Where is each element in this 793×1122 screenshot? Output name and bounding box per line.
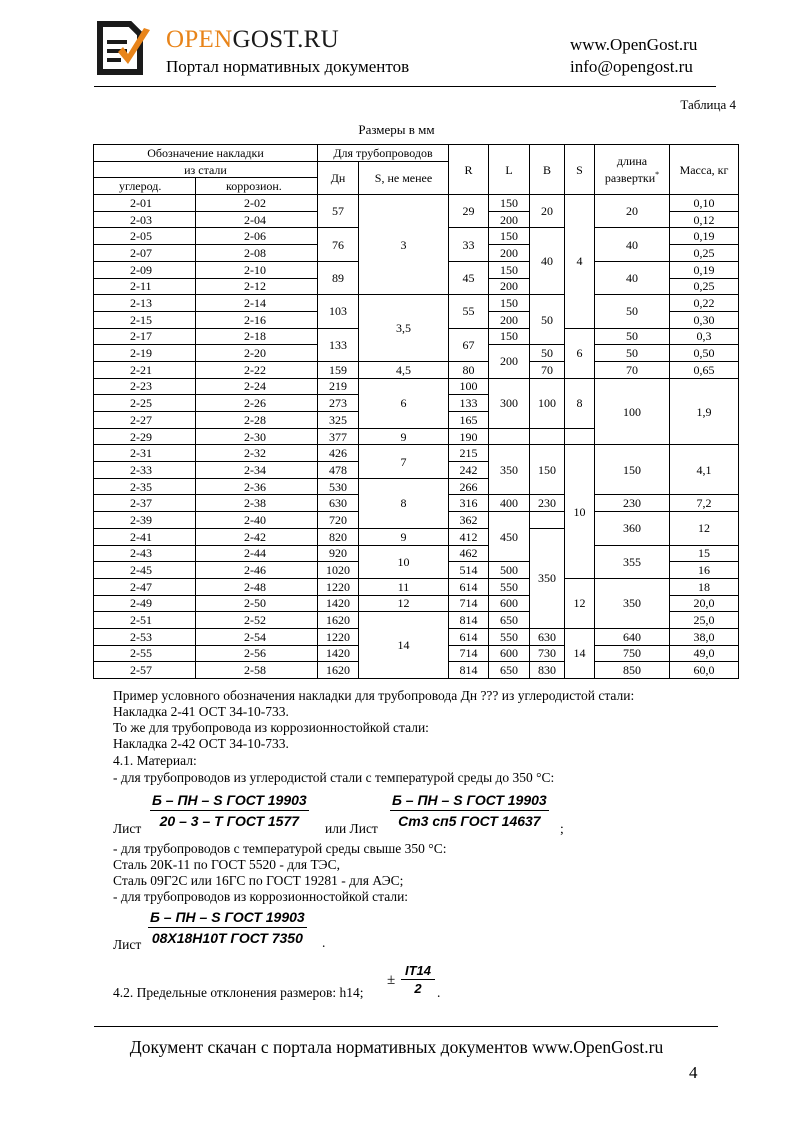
cell-b: 70 <box>530 361 565 378</box>
cell-carbon: 2-41 <box>94 528 196 545</box>
cell-r: 215 <box>449 445 489 462</box>
site-subtitle: Портал нормативных документов <box>166 57 410 76</box>
cell-mass: 7,2 <box>670 495 739 512</box>
cell-mass: 12 <box>670 512 739 545</box>
formula-carbon-b <box>390 792 549 829</box>
cell-dn: 478 <box>318 462 359 479</box>
cell-dn: 325 <box>318 412 359 429</box>
cell-length: 350 <box>595 578 670 628</box>
cell-mass: 0,25 <box>670 278 739 295</box>
header-length <box>595 145 670 195</box>
cell-l: 200 <box>489 311 530 328</box>
cell-corrosion: 2-44 <box>196 545 318 562</box>
example-corrosion-text: Накладка 2-42 ОСТ 34-10-733. <box>113 736 289 751</box>
cell-r: 814 <box>449 662 489 679</box>
cell-corrosion: 2-02 <box>196 195 318 212</box>
cell-corrosion: 2-18 <box>196 328 318 345</box>
cell-s: 8 <box>359 478 449 528</box>
formula-period: . <box>437 985 441 1000</box>
cell-r: 614 <box>449 578 489 595</box>
footer-divider <box>94 1026 718 1027</box>
cell-carbon: 2-39 <box>94 512 196 529</box>
cell-corrosion: 2-20 <box>196 345 318 362</box>
cell-b: 350 <box>530 528 565 628</box>
cell-carbon: 2-35 <box>94 478 196 495</box>
tolerances-text: 4.2. Предельные отклонения размеров: h14; <box>113 985 364 1000</box>
header-corrosion: коррозион. <box>196 178 318 195</box>
formula-denominator: 08Х18Н10Т ГОСТ 7350 <box>151 930 303 946</box>
header-carbon: углерод. <box>94 178 196 195</box>
cell-mass: 0,50 <box>670 345 739 362</box>
formula-numerator: Б – ПН – S ГОСТ 19903 <box>148 909 307 928</box>
cell-dn: 273 <box>318 395 359 412</box>
material-corrosion-text: - для трубопроводов из коррозионностойкой стали: <box>113 889 409 904</box>
cell-s2: 10 <box>565 445 595 579</box>
table-number: Таблица 4 <box>680 97 736 112</box>
cell-carbon: 2-51 <box>94 612 196 629</box>
cell-r: 714 <box>449 645 489 662</box>
cell-mass: 18 <box>670 578 739 595</box>
brand-part-gost: GOST.RU <box>232 26 339 53</box>
formula-semicolon: ; <box>560 821 564 836</box>
cell-dn: 920 <box>318 545 359 562</box>
cell-length: 50 <box>595 328 670 345</box>
cell-l: 400 <box>489 495 530 512</box>
cell-r: 814 <box>449 612 489 629</box>
cell-s: 3 <box>359 195 449 295</box>
cell-r: 190 <box>449 428 489 445</box>
cell-mass: 4,1 <box>670 445 739 495</box>
cell-carbon: 2-09 <box>94 261 196 278</box>
cell-r: 67 <box>449 328 489 361</box>
header-dn: Дн <box>318 161 359 194</box>
cell-r: 514 <box>449 562 489 579</box>
cell-dn: 1220 <box>318 578 359 595</box>
cell-length: 850 <box>595 662 670 679</box>
footer-note: Документ скачан с портала нормативных документов www.OpenGost.ru <box>129 1037 664 1057</box>
cell-r: 242 <box>449 462 489 479</box>
cell-corrosion: 2-52 <box>196 612 318 629</box>
cell-l: 650 <box>489 612 530 629</box>
cell-r: 462 <box>449 545 489 562</box>
cell-b: 630 <box>530 628 565 645</box>
cell-l: 150 <box>489 328 530 345</box>
cell-b <box>530 512 565 529</box>
cell-carbon: 2-55 <box>94 645 196 662</box>
cell-carbon: 2-21 <box>94 361 196 378</box>
formula-numerator: Б – ПН – S ГОСТ 19903 <box>150 792 309 811</box>
header-mass: Масса, кг <box>670 145 739 195</box>
formula-denominator: Ст3 сп5 ГОСТ 14637 <box>398 813 541 829</box>
cell-carbon: 2-19 <box>94 345 196 362</box>
cell-dn: 159 <box>318 361 359 378</box>
header-steel: из стали <box>94 161 318 178</box>
cell-l: 450 <box>489 512 530 562</box>
cell-corrosion: 2-10 <box>196 261 318 278</box>
cell-l: 200 <box>489 345 530 378</box>
cell-l: 200 <box>489 278 530 295</box>
cell-l: 650 <box>489 662 530 679</box>
formula-carbon-a <box>150 792 309 829</box>
formula-denominator: 2 <box>414 981 422 996</box>
cell-length: 230 <box>595 495 670 512</box>
cell-r: 100 <box>449 378 489 395</box>
cell-s2: 12 <box>565 578 595 628</box>
cell-carbon: 2-47 <box>94 578 196 595</box>
cell-s2 <box>565 428 595 445</box>
cell-dn: 630 <box>318 495 359 512</box>
header-designation: Обозначение накладки <box>94 145 318 162</box>
cell-s2: 4 <box>565 195 595 329</box>
cell-corrosion: 2-12 <box>196 278 318 295</box>
cell-length: 40 <box>595 261 670 294</box>
header-divider <box>94 86 716 87</box>
material-high-temp-text: - для трубопроводов с температурой среды свыше 350 °С: <box>113 841 447 856</box>
cell-dn: 103 <box>318 295 359 328</box>
header-b: B <box>530 145 565 195</box>
steel-tes-text: Сталь 20К-11 по ГОСТ 5520 - для ТЭС, <box>113 857 340 872</box>
site-email-link[interactable]: info@opengost.ru <box>570 57 693 76</box>
cell-b: 20 <box>530 195 565 228</box>
cell-length: 50 <box>595 345 670 362</box>
cell-dn: 1020 <box>318 562 359 579</box>
cell-carbon: 2-27 <box>94 412 196 429</box>
cell-mass: 15 <box>670 545 739 562</box>
cell-corrosion: 2-28 <box>196 412 318 429</box>
cell-length: 355 <box>595 545 670 578</box>
cell-b: 150 <box>530 445 565 495</box>
cell-r: 316 <box>449 495 489 512</box>
cell-s: 4,5 <box>359 361 449 378</box>
cell-mass: 38,0 <box>670 628 739 645</box>
cell-r: 29 <box>449 195 489 228</box>
dimensions-table <box>93 144 739 679</box>
cell-mass: 0,3 <box>670 328 739 345</box>
cell-length: 40 <box>595 228 670 261</box>
cell-s: 6 <box>359 378 449 428</box>
cell-s: 9 <box>359 428 449 445</box>
cell-dn: 1420 <box>318 645 359 662</box>
cell-corrosion: 2-50 <box>196 595 318 612</box>
cell-dn: 426 <box>318 445 359 462</box>
cell-carbon: 2-11 <box>94 278 196 295</box>
cell-b: 50 <box>530 345 565 362</box>
cell-corrosion: 2-56 <box>196 645 318 662</box>
cell-dn: 1620 <box>318 612 359 629</box>
cell-corrosion: 2-14 <box>196 295 318 312</box>
cell-l: 600 <box>489 595 530 612</box>
cell-dn: 1220 <box>318 628 359 645</box>
cell-carbon: 2-03 <box>94 211 196 228</box>
cell-mass: 25,0 <box>670 612 739 629</box>
site-url-link[interactable]: www.OpenGost.ru <box>570 35 698 54</box>
cell-b: 230 <box>530 495 565 512</box>
cell-b <box>530 428 565 445</box>
formula-corrosion <box>148 909 307 946</box>
cell-dn: 219 <box>318 378 359 395</box>
formula-numerator: IT14 <box>401 963 435 980</box>
page-number: 4 <box>689 1063 698 1082</box>
cell-carbon: 2-53 <box>94 628 196 645</box>
cell-s: 3,5 <box>359 295 449 362</box>
cell-s: 7 <box>359 445 449 478</box>
cell-b: 830 <box>530 662 565 679</box>
material-carbon-text: - для трубопроводов из углеродистой стали с температурой среды до 350 °С: <box>113 770 555 785</box>
cell-length: 360 <box>595 512 670 545</box>
cell-carbon: 2-23 <box>94 378 196 395</box>
same-corrosion-text: То же для трубопровода из коррозионностойкой стали: <box>113 720 429 735</box>
cell-corrosion: 2-08 <box>196 245 318 262</box>
cell-mass: 1,9 <box>670 378 739 445</box>
cell-carbon: 2-01 <box>94 195 196 212</box>
cell-dn: 89 <box>318 261 359 294</box>
cell-r: 614 <box>449 628 489 645</box>
cell-s: 9 <box>359 528 449 545</box>
cell-mass: 0,22 <box>670 295 739 312</box>
header-l: L <box>489 145 530 195</box>
cell-mass: 49,0 <box>670 645 739 662</box>
header-length-mark: * <box>655 170 660 180</box>
cell-l: 600 <box>489 645 530 662</box>
cell-length: 150 <box>595 445 670 495</box>
cell-corrosion: 2-58 <box>196 662 318 679</box>
or-list-label: или Лист <box>325 821 378 836</box>
cell-corrosion: 2-36 <box>196 478 318 495</box>
cell-carbon: 2-37 <box>94 495 196 512</box>
cell-dn: 720 <box>318 512 359 529</box>
cell-corrosion: 2-04 <box>196 211 318 228</box>
cell-corrosion: 2-06 <box>196 228 318 245</box>
cell-l: 200 <box>489 245 530 262</box>
example-carbon-text: Накладка 2-41 ОСТ 34-10-733. <box>113 704 289 719</box>
cell-dn: 133 <box>318 328 359 361</box>
list-label: Лист <box>113 821 142 836</box>
cell-length: 20 <box>595 195 670 228</box>
formula-numerator: Б – ПН – S ГОСТ 19903 <box>390 792 549 811</box>
example-designation-text: Пример условного обозначения накладки для трубопровода Дн ??? из углеродистой стали: <box>113 688 635 703</box>
cell-mass: 0,65 <box>670 361 739 378</box>
cell-corrosion: 2-54 <box>196 628 318 645</box>
cell-carbon: 2-43 <box>94 545 196 562</box>
cell-l: 150 <box>489 261 530 278</box>
cell-carbon: 2-05 <box>94 228 196 245</box>
cell-carbon: 2-15 <box>94 311 196 328</box>
cell-l: 200 <box>489 211 530 228</box>
cell-corrosion: 2-32 <box>196 445 318 462</box>
cell-b: 100 <box>530 378 565 428</box>
cell-l: 150 <box>489 228 530 245</box>
cell-r: 714 <box>449 595 489 612</box>
cell-corrosion: 2-48 <box>196 578 318 595</box>
cell-mass: 0,10 <box>670 195 739 212</box>
cell-corrosion: 2-42 <box>196 528 318 545</box>
cell-s: 12 <box>359 595 449 612</box>
cell-mass: 0,25 <box>670 245 739 262</box>
cell-l: 150 <box>489 295 530 312</box>
cell-carbon: 2-29 <box>94 428 196 445</box>
cell-l: 500 <box>489 562 530 579</box>
cell-corrosion: 2-30 <box>196 428 318 445</box>
cell-b: 40 <box>530 228 565 295</box>
cell-r: 266 <box>449 478 489 495</box>
header-length-label: длина развертки <box>604 154 656 186</box>
cell-length: 50 <box>595 295 670 328</box>
brand-part-open: OPEN <box>166 26 233 53</box>
cell-mass: 0,30 <box>670 311 739 328</box>
cell-r: 362 <box>449 512 489 529</box>
cell-carbon: 2-07 <box>94 245 196 262</box>
list-label: Лист <box>113 937 142 952</box>
cell-dn: 76 <box>318 228 359 261</box>
table-units: Размеры в мм <box>358 122 435 137</box>
cell-dn: 820 <box>318 528 359 545</box>
header-s2: S <box>565 145 595 195</box>
cell-s: 14 <box>359 612 449 679</box>
cell-corrosion: 2-26 <box>196 395 318 412</box>
cell-corrosion: 2-34 <box>196 462 318 479</box>
cell-mass: 0,12 <box>670 211 739 228</box>
cell-carbon: 2-31 <box>94 445 196 462</box>
cell-l: 550 <box>489 628 530 645</box>
cell-l <box>489 428 530 445</box>
cell-dn: 1620 <box>318 662 359 679</box>
formula-denominator: 20 – 3 – Т ГОСТ 1577 <box>159 813 300 829</box>
cell-carbon: 2-33 <box>94 462 196 479</box>
cell-carbon: 2-57 <box>94 662 196 679</box>
cell-r: 55 <box>449 295 489 328</box>
header-pipelines: Для трубопроводов <box>318 145 449 162</box>
cell-dn: 530 <box>318 478 359 495</box>
cell-r: 33 <box>449 228 489 261</box>
cell-carbon: 2-25 <box>94 395 196 412</box>
cell-l: 300 <box>489 378 530 428</box>
cell-dn: 57 <box>318 195 359 228</box>
cell-r: 165 <box>449 412 489 429</box>
cell-length: 100 <box>595 378 670 445</box>
cell-r: 133 <box>449 395 489 412</box>
formula-period: . <box>322 935 326 950</box>
cell-corrosion: 2-40 <box>196 512 318 529</box>
cell-length: 640 <box>595 628 670 645</box>
header-s: S, не менее <box>359 161 449 194</box>
cell-l: 150 <box>489 195 530 212</box>
cell-carbon: 2-17 <box>94 328 196 345</box>
cell-corrosion: 2-16 <box>196 311 318 328</box>
cell-s2: 14 <box>565 628 595 678</box>
cell-carbon: 2-49 <box>94 595 196 612</box>
cell-s: 11 <box>359 578 449 595</box>
cell-corrosion: 2-38 <box>196 495 318 512</box>
header-r: R <box>449 145 489 195</box>
cell-s2: 6 <box>565 328 595 378</box>
material-heading: 4.1. Материал: <box>113 753 197 768</box>
cell-carbon: 2-13 <box>94 295 196 312</box>
cell-mass: 20,0 <box>670 595 739 612</box>
cell-mass: 60,0 <box>670 662 739 679</box>
cell-r: 80 <box>449 361 489 378</box>
cell-b: 50 <box>530 295 565 345</box>
cell-r: 412 <box>449 528 489 545</box>
cell-dn: 377 <box>318 428 359 445</box>
formula-tolerance <box>401 963 435 996</box>
cell-corrosion: 2-22 <box>196 361 318 378</box>
cell-l: 350 <box>489 445 530 495</box>
cell-b: 730 <box>530 645 565 662</box>
cell-length: 70 <box>595 361 670 378</box>
cell-mass: 16 <box>670 562 739 579</box>
cell-carbon: 2-45 <box>94 562 196 579</box>
cell-corrosion: 2-46 <box>196 562 318 579</box>
cell-length: 750 <box>595 645 670 662</box>
steel-aes-text: Сталь 09Г2С или 16ГС по ГОСТ 19281 - для АЭС; <box>113 873 404 888</box>
cell-mass: 0,19 <box>670 228 739 245</box>
cell-r: 45 <box>449 261 489 294</box>
document-check-icon <box>94 18 154 78</box>
cell-s: 10 <box>359 545 449 578</box>
site-brand <box>166 26 339 54</box>
cell-s2: 8 <box>565 378 595 428</box>
cell-dn: 1420 <box>318 595 359 612</box>
cell-corrosion: 2-24 <box>196 378 318 395</box>
plus-minus-sign: ± <box>387 972 396 988</box>
cell-mass: 0,19 <box>670 261 739 278</box>
cell-l: 550 <box>489 578 530 595</box>
